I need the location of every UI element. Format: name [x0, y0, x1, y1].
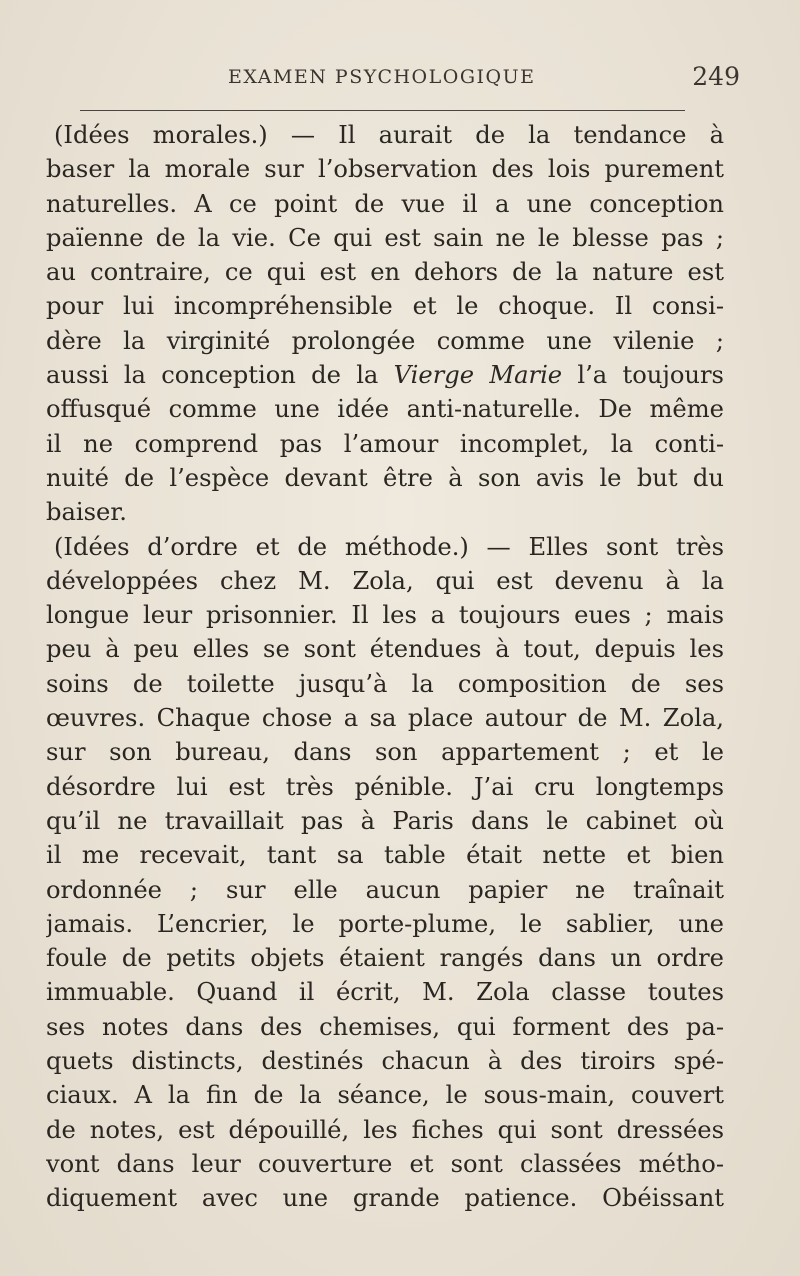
- text-line: païenne de la vie. Ce qui est sain ne le blesse pas ;: [46, 223, 724, 252]
- text-line: quets distincts, destinés chacun à des tiroirs spé-: [46, 1047, 724, 1076]
- text-line: jamais. L’encrier, le porte-plume, le sablier, une: [46, 909, 724, 938]
- text-line: offusqué comme une idée anti-naturelle. De même: [46, 395, 724, 424]
- text-line: de notes, est dépouillé, les fiches qui sont dressées: [46, 1115, 724, 1144]
- text-line: il me recevait, tant sa table était nette et bien: [46, 841, 724, 870]
- text-line: diquement avec une grande patience. Obéissant: [46, 1184, 724, 1213]
- text-line: vont dans leur couverture et sont classées métho-: [46, 1149, 724, 1178]
- text-line: foule de petits objets étaient rangés dans un ordre: [46, 944, 724, 973]
- text-line: nuité de l’espèce devant être à son avis le but du: [46, 463, 724, 492]
- text-line: il ne comprend pas l’amour incomplet, la conti-: [46, 429, 724, 458]
- text-line: œuvres. Chaque chose a sa place autour de M. Zola,: [46, 704, 724, 733]
- text-line: dère la virginité prolongée comme une vilenie ;: [46, 326, 724, 355]
- text-line: baser la morale sur l’observation des lois purement: [46, 155, 724, 184]
- text-line: sur son bureau, dans son appartement ; et le: [46, 738, 724, 767]
- text-line: ordonnée ; sur elle aucun papier ne traînait: [46, 875, 724, 904]
- running-title: EXAMEN PSYCHOLOGIQUE: [228, 66, 536, 88]
- text-line: ses notes dans des chemises, qui forment des pa-: [46, 1012, 724, 1041]
- text-line: désordre lui est très pénible. J’ai cru longtemps: [46, 772, 724, 801]
- text-line: soins de toilette jusqu’à la composition de ses: [46, 669, 724, 698]
- text-line: ciaux. A la fin de la séance, le sous-main, couvert: [46, 1081, 724, 1110]
- text-line: qu’il ne travaillait pas à Paris dans le cabinet où: [46, 806, 724, 835]
- text-line: (Idées d’ordre et de méthode.) — Elles sont très: [54, 532, 724, 561]
- text-line: pour lui incompréhensible et le choque. Il consi-: [46, 292, 724, 321]
- italic-phrase: Vierge Marie: [393, 361, 563, 390]
- body-text: [46, 118, 724, 1216]
- text-line: naturelles. A ce point de vue il a une conception: [46, 189, 724, 218]
- text-line: baiser.: [46, 498, 127, 527]
- text-line: immuable. Quand il écrit, M. Zola classe toutes: [46, 978, 724, 1007]
- page-number: 249: [692, 62, 740, 91]
- text-line: (Idées morales.) — Il aurait de la tendance à: [54, 121, 724, 149]
- text-line: développées chez M. Zola, qui est devenu à la: [46, 566, 724, 595]
- text-line: longue leur prisonnier. Il les a toujours eues ; mais: [46, 601, 724, 630]
- text-line: au contraire, ce qui est en dehors de la nature est: [46, 258, 724, 287]
- text-line: aussi la conception de la Vierge Marie l’a toujours: [46, 361, 724, 390]
- text-line: peu à peu elles se sont étendues à tout, depuis les: [46, 635, 724, 664]
- header-rule: [80, 110, 685, 111]
- running-head: [60, 62, 740, 106]
